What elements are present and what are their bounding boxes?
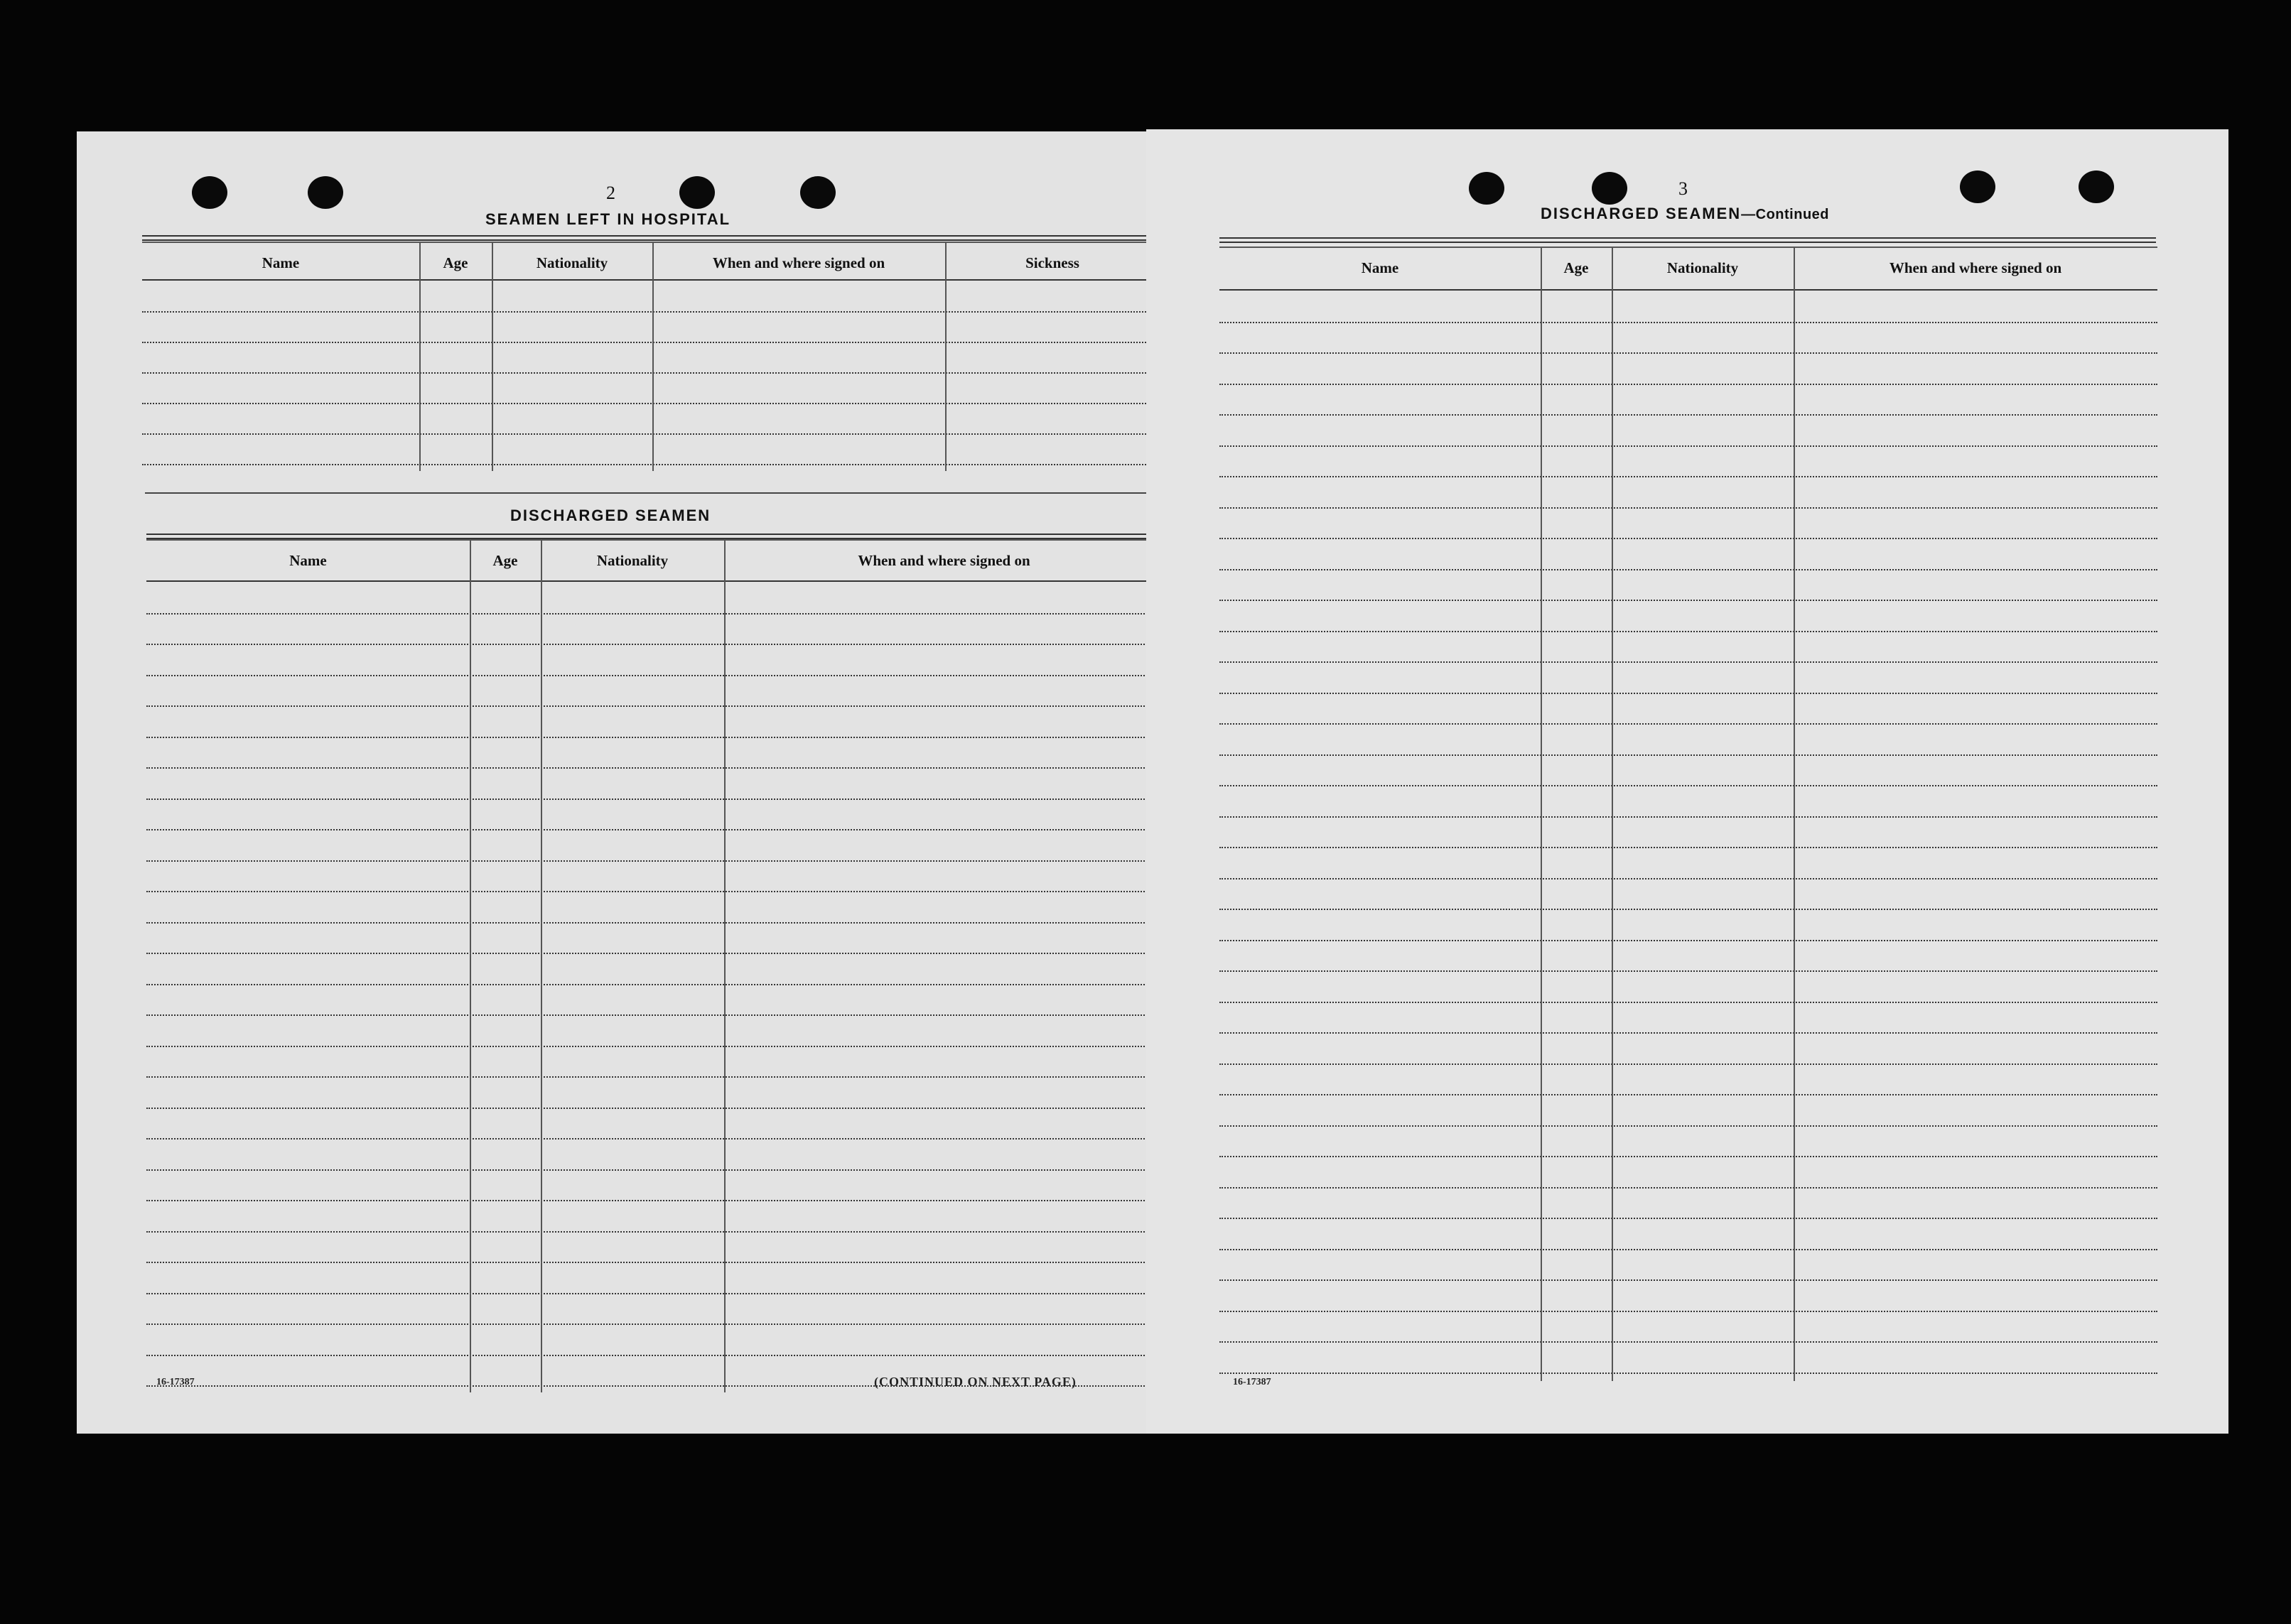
table-row-line — [1219, 723, 2157, 725]
form-number: 16-17387 — [156, 1377, 195, 1387]
discharged-table — [146, 539, 1164, 1366]
table-row-line — [146, 860, 1164, 862]
table-row-line — [1219, 414, 2157, 416]
table-top-rule — [142, 242, 1160, 243]
table-row-line — [142, 342, 1160, 343]
table-row-line — [1219, 631, 2157, 632]
continued-table — [1219, 247, 2157, 1497]
table-row-line — [146, 1014, 1164, 1016]
column-header: Age — [1563, 259, 1589, 276]
table-row-line — [1219, 1125, 2157, 1127]
table-row-line — [142, 464, 1160, 465]
column-divider — [724, 539, 726, 1392]
table-row-line — [1219, 1373, 2157, 1374]
table-row-line — [1219, 693, 2157, 694]
column-divider — [419, 242, 421, 471]
table-row-line — [146, 799, 1164, 800]
column-header: Sickness — [1025, 254, 1079, 271]
table-row-line — [146, 1076, 1164, 1078]
table-row-line — [1219, 970, 2157, 972]
table-row-line — [1219, 1094, 2157, 1095]
header-rule — [146, 580, 1164, 582]
table-row-line — [1219, 445, 2157, 447]
table-row-line — [1219, 1218, 2157, 1219]
table-row-line — [146, 984, 1164, 985]
table-row-line — [1219, 538, 2157, 539]
table-row-line — [146, 1169, 1164, 1171]
punch-hole — [1469, 172, 1504, 205]
table-row-line — [1219, 1156, 2157, 1157]
column-header: Age — [443, 254, 468, 271]
table-row-line — [142, 372, 1160, 374]
table-row-line — [146, 675, 1164, 676]
table-row-line — [142, 311, 1160, 313]
punch-hole — [679, 176, 715, 209]
column-header: When and where signed on — [712, 254, 885, 271]
table-row-line — [1219, 476, 2157, 477]
table-row-line — [146, 1293, 1164, 1294]
column-divider — [945, 242, 947, 471]
punch-hole — [1960, 170, 1995, 203]
table-row-line — [1219, 1249, 2157, 1250]
table-row-line — [1219, 754, 2157, 756]
table-row-line — [1219, 1002, 2157, 1003]
table-row-line — [146, 922, 1164, 924]
column-header: Nationality — [596, 552, 669, 569]
title-main: DISCHARGED SEAMEN — [1541, 205, 1742, 222]
discharged-section-title: DISCHARGED SEAMEN — [510, 507, 711, 524]
table-row-line — [1219, 1279, 2157, 1281]
header-rule — [1219, 289, 2157, 291]
punch-hole — [1592, 172, 1627, 205]
table-row-line — [1219, 661, 2157, 663]
table-row-line — [1219, 384, 2157, 385]
column-divider — [492, 242, 493, 471]
page-number: 2 — [606, 183, 615, 203]
table-row-line — [146, 953, 1164, 954]
continued-note: (CONTINUED ON NEXT PAGE) — [874, 1375, 1077, 1389]
column-header: Name — [1361, 259, 1399, 276]
table-row-line — [146, 767, 1164, 769]
column-divider — [1612, 247, 1613, 1381]
column-header: When and where signed on — [858, 552, 1030, 569]
title-double-rule — [142, 235, 1158, 241]
header-rule — [142, 279, 1160, 281]
table-row-line — [142, 403, 1160, 404]
punch-hole — [800, 176, 836, 209]
table-row-line — [146, 1138, 1164, 1139]
table-row-line — [1219, 816, 2157, 818]
table-top-rule — [146, 539, 1164, 541]
table-row-line — [1219, 940, 2157, 941]
table-row-line — [1219, 569, 2157, 570]
section-divider — [145, 492, 1161, 494]
table-row-line — [1219, 878, 2157, 879]
table-row-line — [1219, 1032, 2157, 1034]
table-row-line — [146, 891, 1164, 892]
table-row-line — [1219, 785, 2157, 786]
table-top-rule — [1219, 247, 2157, 248]
punch-hole — [192, 176, 227, 209]
table-row-line — [146, 1108, 1164, 1109]
hospital-section-title: SEAMEN LEFT IN HOSPITAL — [485, 210, 731, 228]
table-row-line — [1219, 1063, 2157, 1065]
column-header: Name — [289, 552, 327, 569]
table-row-line — [146, 737, 1164, 738]
table-row-line — [146, 1323, 1164, 1325]
table-row-line — [146, 1046, 1164, 1047]
column-header: Age — [492, 552, 518, 569]
table-row-line — [146, 1231, 1164, 1233]
table-row-line — [146, 1262, 1164, 1263]
table-row-line — [1219, 322, 2157, 323]
table-row-line — [1219, 1187, 2157, 1189]
table-row-line — [1219, 847, 2157, 848]
table-row-line — [142, 433, 1160, 435]
form-number: 16-17387 — [1233, 1377, 1271, 1387]
page-number: 3 — [1678, 178, 1688, 199]
discharged-continued-title — [1541, 205, 1829, 223]
table-row-line — [146, 1355, 1164, 1356]
table-row-line — [1219, 1341, 2157, 1343]
punch-hole — [308, 176, 343, 209]
column-header: When and where signed on — [1889, 259, 2062, 276]
column-divider — [470, 539, 471, 1392]
table-row-line — [1219, 1311, 2157, 1312]
column-divider — [541, 539, 542, 1392]
column-header: Name — [262, 254, 300, 271]
table-row-line — [146, 613, 1164, 615]
table-row-line — [1219, 600, 2157, 601]
column-header: Nationality — [536, 254, 608, 271]
title-double-rule — [146, 534, 1163, 539]
left-page — [77, 131, 1146, 1434]
table-row-line — [146, 705, 1164, 707]
column-divider — [1794, 247, 1795, 1381]
table-row-line — [146, 829, 1164, 830]
table-row-line — [146, 644, 1164, 645]
title-double-rule — [1219, 237, 2156, 243]
table-row-line — [1219, 507, 2157, 509]
column-divider — [1541, 247, 1542, 1381]
column-header: Nationality — [1666, 259, 1739, 276]
table-row-line — [1219, 909, 2157, 910]
title-suffix: —Continued — [1741, 207, 1830, 222]
punch-hole — [2079, 170, 2114, 203]
table-row-line — [1219, 352, 2157, 354]
column-divider — [652, 242, 654, 471]
right-page — [1146, 129, 2228, 1434]
table-row-line — [146, 1200, 1164, 1201]
